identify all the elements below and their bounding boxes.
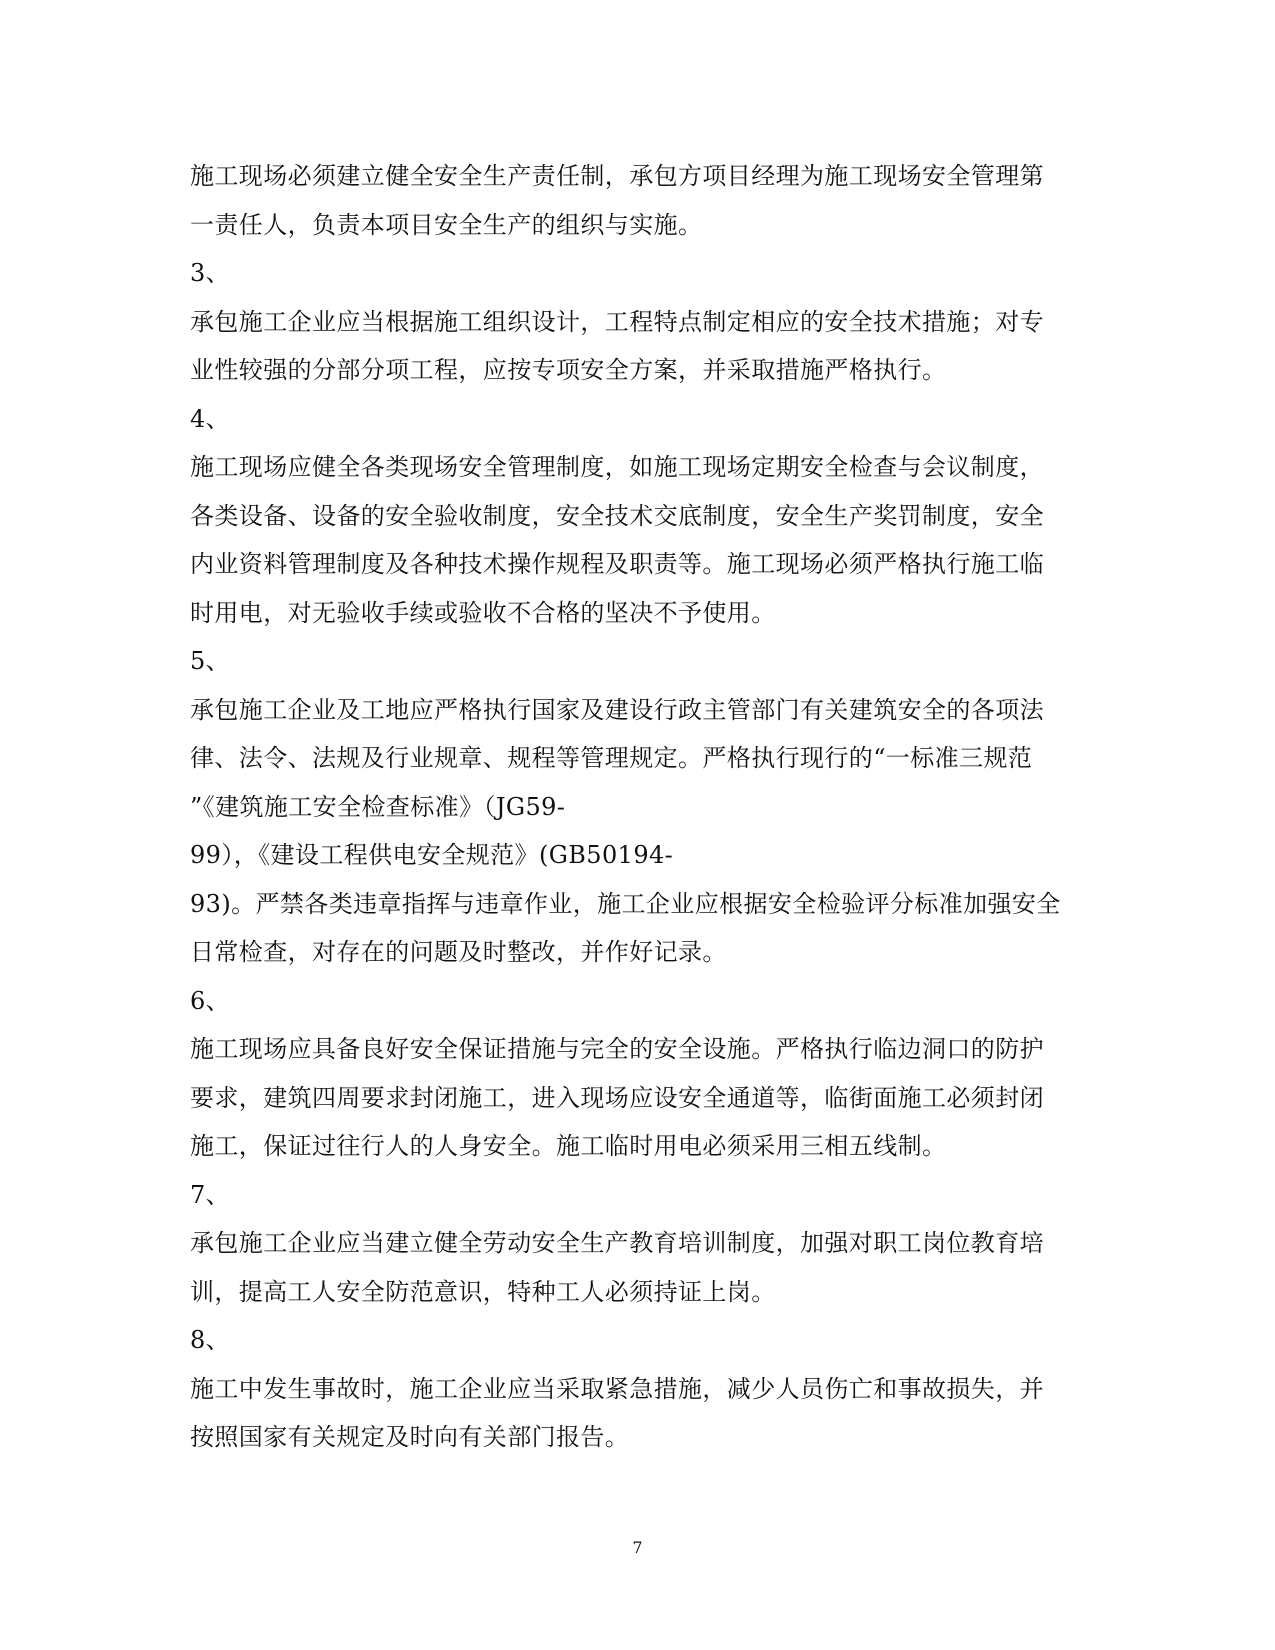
text-line: ”《建筑施工安全检查标准》（JG59- [190, 792, 566, 821]
text-line: 一责任人，负责本项目安全生产的组织与实施。 [190, 210, 703, 239]
text-line: 承包施工企业应当根据施工组织设计，工程特点制定相应的安全技术措施；对专 [190, 307, 1044, 336]
section-number: 8、 [190, 1326, 231, 1354]
text-line: 施工现场必须建立健全安全生产责任制，承包方项目经理为施工现场安全管理第 [190, 162, 1044, 190]
text-line: 按照国家有关规定及时向有关部门报告。 [190, 1423, 630, 1451]
text-line: 日常检查，对存在的问题及时整改，并作好记录。 [190, 938, 727, 966]
text-line: 各类设备、设备的安全验收制度，安全技术交底制度，安全生产奖罚制度，安全 [190, 501, 1044, 530]
text-line: 99），《建设工程供电安全规范》(GB50194- [190, 841, 674, 869]
text-line: 施工，保证过往行人的人身安全。施工临时用电必须采用三相五线制。 [190, 1132, 947, 1160]
section-number: 5、 [190, 647, 231, 675]
text-line: 施工现场应健全各类现场安全管理制度，如施工现场定期安全检查与会议制度， [190, 453, 1044, 481]
section-number: 3、 [190, 259, 231, 287]
text-line: 内业资料管理制度及各种技术操作规程及职责等。施工现场必须严格执行施工临 [190, 550, 1044, 578]
text-line: 训，提高工人安全防范意识，特种工人必须持证上岗。 [190, 1277, 776, 1306]
text-line: 业性较强的分部分项工程，应按专项安全方案，并采取措施严格执行。 [190, 356, 947, 384]
text-line: 施工中发生事故时，施工企业应当采取紧急措施，减少人员伤亡和事故损失，并 [190, 1374, 1044, 1403]
text-line: 承包施工企业及工地应严格执行国家及建设行政主管部门有关建筑安全的各项法 [190, 695, 1044, 724]
text-line: 律、法令、法规及行业规章、规程等管理规定。严格执行现行的“一标准三规范 [190, 744, 1033, 772]
text-line: 要求，建筑四周要求封闭施工，进入现场应设安全通道等，临街面施工必须封闭 [190, 1083, 1044, 1112]
body-text [190, 152, 1090, 1462]
text-line: 承包施工企业应当建立健全劳动安全生产教育培训制度，加强对职工岗位教育培 [190, 1229, 1044, 1257]
text-line: 93)。严禁各类违章指挥与违章作业，施工企业应根据安全检验评分标准加强安全 [190, 889, 1061, 918]
page-number: 7 [632, 1538, 643, 1557]
section-number: 4、 [190, 404, 231, 433]
text-line: 施工现场应具备良好安全保证措施与完全的安全设施。严格执行临边洞口的防护 [190, 1035, 1044, 1063]
section-number: 7、 [190, 1180, 231, 1209]
section-number: 6、 [190, 986, 231, 1015]
text-line: 时用电，对无验收手续或验收不合格的坚决不予使用。 [190, 598, 776, 627]
